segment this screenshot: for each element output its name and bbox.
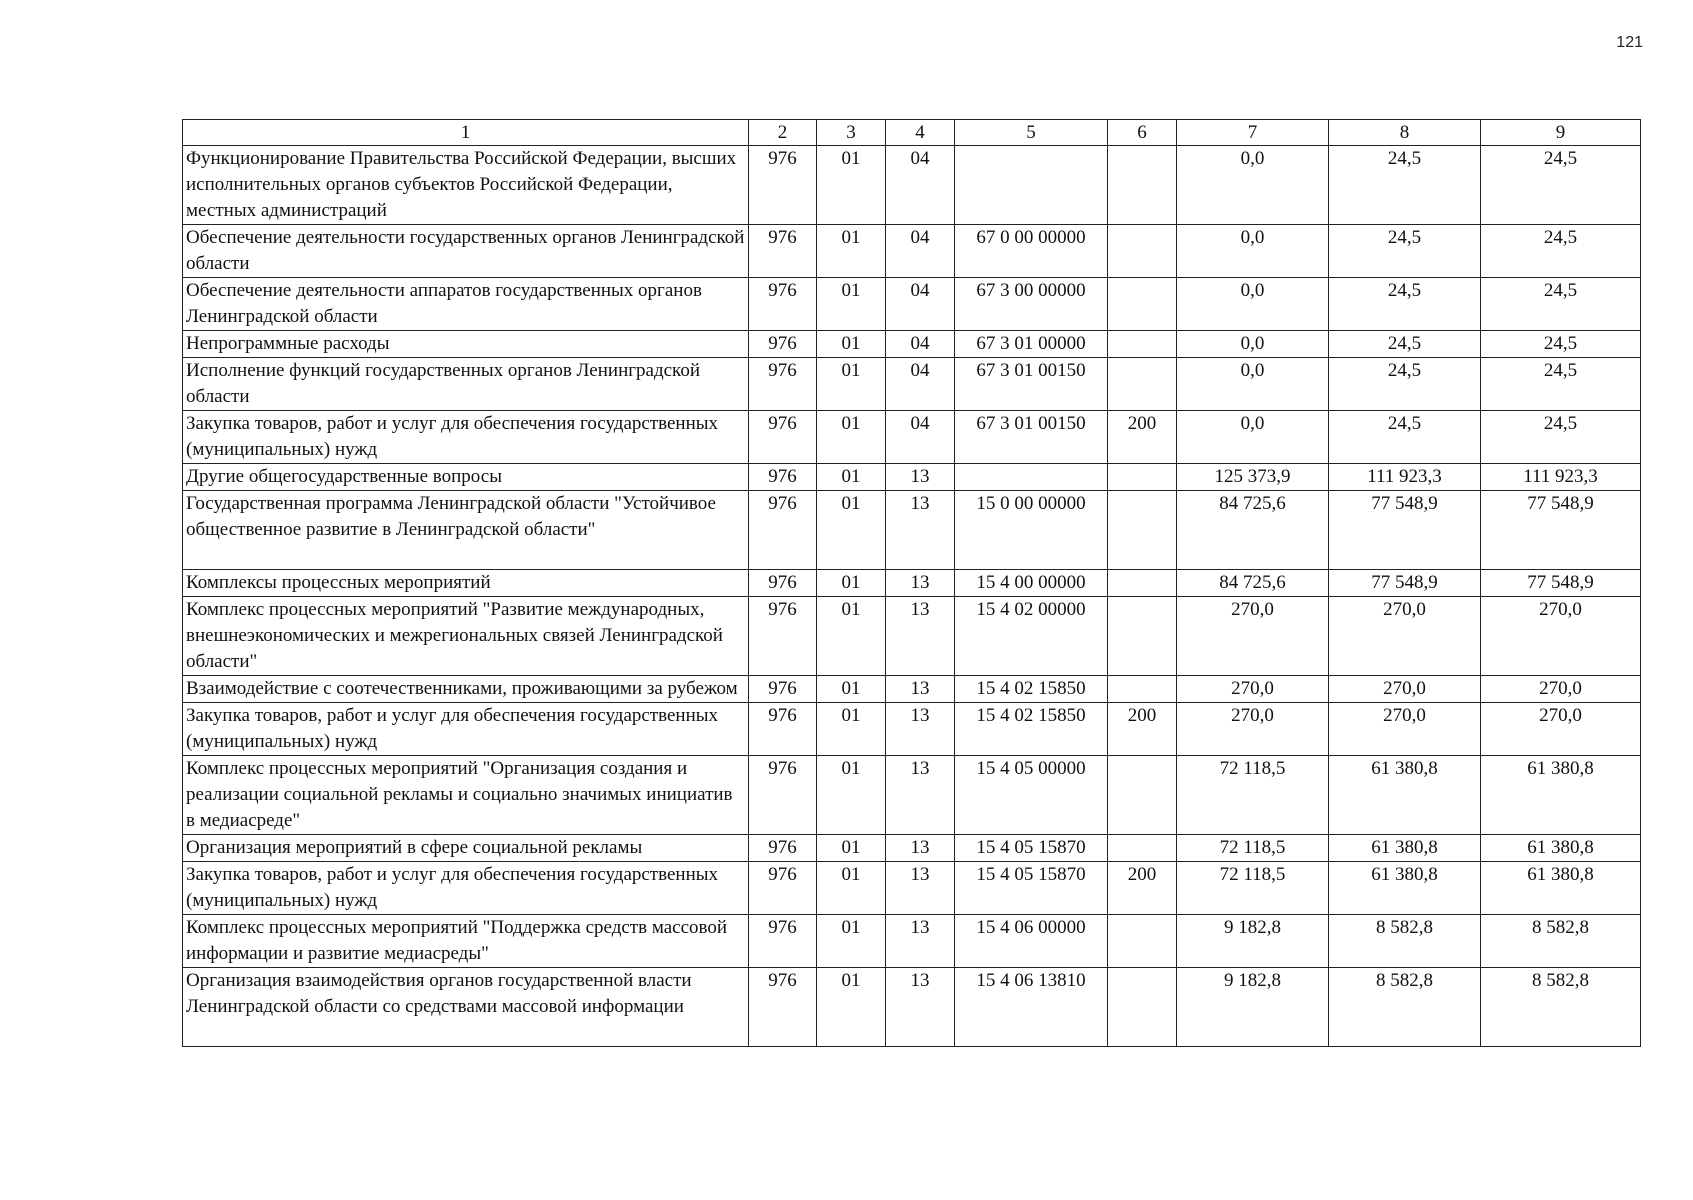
- cell-section: 01: [817, 358, 886, 411]
- cell-subsection: 13: [886, 835, 955, 862]
- cell-amount-col9: 8 582,8: [1481, 915, 1641, 968]
- table-row: [183, 862, 1641, 915]
- cell-section: 01: [817, 278, 886, 331]
- cell-amount-col9: 24,5: [1481, 331, 1641, 358]
- cell-subsection: 13: [886, 491, 955, 570]
- cell-amount-col9: 270,0: [1481, 703, 1641, 756]
- cell-subsection: 13: [886, 464, 955, 491]
- cell-admin-code: 976: [749, 358, 817, 411]
- cell-name: Другие общегосударственные вопросы: [183, 464, 749, 491]
- cell-amount-col8: 270,0: [1329, 676, 1481, 703]
- cell-name: Комплексы процессных мероприятий: [183, 570, 749, 597]
- cell-subsection: 13: [886, 676, 955, 703]
- cell-amount-col9: 24,5: [1481, 146, 1641, 225]
- cell-admin-code: 976: [749, 411, 817, 464]
- cell-amount-col9: 24,5: [1481, 358, 1641, 411]
- cell-subsection: 04: [886, 358, 955, 411]
- cell-target-article: 15 4 05 15870: [955, 835, 1108, 862]
- cell-name: Закупка товаров, работ и услуг для обеспечения государственных (муниципальных) нужд: [183, 862, 749, 915]
- cell-subsection: 13: [886, 968, 955, 1047]
- cell-subsection: 13: [886, 703, 955, 756]
- cell-admin-code: 976: [749, 597, 817, 676]
- cell-section: 01: [817, 676, 886, 703]
- cell-subsection: 13: [886, 597, 955, 676]
- cell-admin-code: 976: [749, 968, 817, 1047]
- cell-name: Исполнение функций государственных органов Ленинградской области: [183, 358, 749, 411]
- cell-expense-type: 200: [1108, 703, 1177, 756]
- cell-name: Непрограммные расходы: [183, 331, 749, 358]
- cell-admin-code: 976: [749, 464, 817, 491]
- cell-subsection: 13: [886, 915, 955, 968]
- cell-section: 01: [817, 464, 886, 491]
- cell-target-article: 67 3 01 00000: [955, 331, 1108, 358]
- cell-amount-col7: 270,0: [1177, 597, 1329, 676]
- table-row: [183, 358, 1641, 411]
- cell-amount-col8: 24,5: [1329, 358, 1481, 411]
- cell-amount-col9: 270,0: [1481, 597, 1641, 676]
- cell-amount-col7: 72 118,5: [1177, 835, 1329, 862]
- cell-section: 01: [817, 968, 886, 1047]
- cell-amount-col8: 24,5: [1329, 225, 1481, 278]
- cell-amount-col9: 77 548,9: [1481, 491, 1641, 570]
- cell-section: 01: [817, 225, 886, 278]
- cell-target-article: 15 4 02 15850: [955, 703, 1108, 756]
- cell-amount-col8: 24,5: [1329, 411, 1481, 464]
- cell-section: 01: [817, 862, 886, 915]
- table-row: [183, 835, 1641, 862]
- cell-admin-code: 976: [749, 676, 817, 703]
- cell-amount-col7: 0,0: [1177, 358, 1329, 411]
- cell-subsection: 13: [886, 756, 955, 835]
- cell-amount-col7: 9 182,8: [1177, 968, 1329, 1047]
- cell-name: Закупка товаров, работ и услуг для обеспечения государственных (муниципальных) нужд: [183, 411, 749, 464]
- cell-subsection: 04: [886, 331, 955, 358]
- cell-admin-code: 976: [749, 570, 817, 597]
- cell-amount-col7: 84 725,6: [1177, 570, 1329, 597]
- cell-section: 01: [817, 491, 886, 570]
- cell-expense-type: [1108, 756, 1177, 835]
- cell-amount-col8: 77 548,9: [1329, 491, 1481, 570]
- cell-amount-col7: 84 725,6: [1177, 491, 1329, 570]
- cell-subsection: 04: [886, 411, 955, 464]
- cell-section: 01: [817, 835, 886, 862]
- cell-expense-type: [1108, 225, 1177, 278]
- cell-target-article: 67 3 01 00150: [955, 411, 1108, 464]
- cell-amount-col9: 24,5: [1481, 411, 1641, 464]
- cell-name: Организация мероприятий в сфере социальной рекламы: [183, 835, 749, 862]
- cell-target-article: 15 4 05 15870: [955, 862, 1108, 915]
- cell-amount-col8: 24,5: [1329, 278, 1481, 331]
- cell-admin-code: 976: [749, 491, 817, 570]
- cell-name: Обеспечение деятельности аппаратов государственных органов Ленинградской области: [183, 278, 749, 331]
- cell-amount-col9: 24,5: [1481, 278, 1641, 331]
- cell-subsection: 13: [886, 862, 955, 915]
- table-row: [183, 756, 1641, 835]
- cell-section: 01: [817, 331, 886, 358]
- cell-subsection: 13: [886, 570, 955, 597]
- cell-expense-type: [1108, 491, 1177, 570]
- cell-amount-col8: 8 582,8: [1329, 915, 1481, 968]
- cell-target-article: 15 0 00 00000: [955, 491, 1108, 570]
- cell-amount-col7: 9 182,8: [1177, 915, 1329, 968]
- cell-expense-type: [1108, 331, 1177, 358]
- cell-expense-type: [1108, 597, 1177, 676]
- cell-section: 01: [817, 146, 886, 225]
- cell-section: 01: [817, 756, 886, 835]
- header-cell: 7: [1177, 120, 1329, 146]
- cell-name: Государственная программа Ленинградской области "Устойчивое общественное развитие в Ленинградской области": [183, 491, 749, 570]
- cell-expense-type: [1108, 146, 1177, 225]
- cell-target-article: [955, 464, 1108, 491]
- cell-amount-col8: 270,0: [1329, 597, 1481, 676]
- cell-admin-code: 976: [749, 862, 817, 915]
- cell-target-article: 15 4 06 13810: [955, 968, 1108, 1047]
- cell-amount-col8: 270,0: [1329, 703, 1481, 756]
- cell-amount-col8: 61 380,8: [1329, 862, 1481, 915]
- cell-admin-code: 976: [749, 225, 817, 278]
- cell-amount-col8: 111 923,3: [1329, 464, 1481, 491]
- cell-target-article: 15 4 05 00000: [955, 756, 1108, 835]
- table-row: [183, 597, 1641, 676]
- cell-amount-col7: 0,0: [1177, 411, 1329, 464]
- header-cell: 9: [1481, 120, 1641, 146]
- table-row: [183, 915, 1641, 968]
- cell-amount-col8: 24,5: [1329, 331, 1481, 358]
- table-row: [183, 703, 1641, 756]
- cell-amount-col9: 61 380,8: [1481, 756, 1641, 835]
- header-cell: 5: [955, 120, 1108, 146]
- cell-amount-col9: 61 380,8: [1481, 862, 1641, 915]
- cell-amount-col8: 24,5: [1329, 146, 1481, 225]
- cell-section: 01: [817, 703, 886, 756]
- cell-target-article: 15 4 02 15850: [955, 676, 1108, 703]
- cell-amount-col9: 8 582,8: [1481, 968, 1641, 1047]
- cell-expense-type: 200: [1108, 862, 1177, 915]
- cell-amount-col7: 270,0: [1177, 703, 1329, 756]
- page-number: 121: [1616, 34, 1643, 51]
- table-row: [183, 464, 1641, 491]
- table-row: [183, 676, 1641, 703]
- cell-section: 01: [817, 411, 886, 464]
- cell-expense-type: 200: [1108, 411, 1177, 464]
- header-cell: 2: [749, 120, 817, 146]
- cell-amount-col7: 0,0: [1177, 146, 1329, 225]
- cell-expense-type: [1108, 835, 1177, 862]
- cell-amount-col7: 72 118,5: [1177, 862, 1329, 915]
- table-row: [183, 570, 1641, 597]
- cell-section: 01: [817, 597, 886, 676]
- cell-target-article: 15 4 00 00000: [955, 570, 1108, 597]
- cell-amount-col7: 270,0: [1177, 676, 1329, 703]
- header-cell: 3: [817, 120, 886, 146]
- cell-target-article: 15 4 02 00000: [955, 597, 1108, 676]
- cell-expense-type: [1108, 464, 1177, 491]
- cell-name: Обеспечение деятельности государственных органов Ленинградской области: [183, 225, 749, 278]
- cell-expense-type: [1108, 358, 1177, 411]
- cell-amount-col8: 61 380,8: [1329, 835, 1481, 862]
- header-cell: 1: [183, 120, 749, 146]
- cell-name: Комплекс процессных мероприятий "Развитие международных, внешнеэкономических и межрегиональных связей Ленинградской области": [183, 597, 749, 676]
- cell-target-article: 67 0 00 00000: [955, 225, 1108, 278]
- cell-expense-type: [1108, 968, 1177, 1047]
- cell-expense-type: [1108, 570, 1177, 597]
- cell-expense-type: [1108, 915, 1177, 968]
- table-row: [183, 968, 1641, 1047]
- cell-subsection: 04: [886, 278, 955, 331]
- cell-admin-code: 976: [749, 146, 817, 225]
- cell-admin-code: 976: [749, 915, 817, 968]
- cell-admin-code: 976: [749, 703, 817, 756]
- cell-amount-col9: 24,5: [1481, 225, 1641, 278]
- cell-expense-type: [1108, 676, 1177, 703]
- cell-name: Функционирование Правительства Российской Федерации, высших исполнительных органов субъектов Российской Федерации, местных администраций: [183, 146, 749, 225]
- cell-name: Организация взаимодействия органов государственной власти Ленинградской области со средствами массовой информации: [183, 968, 749, 1047]
- cell-subsection: 04: [886, 225, 955, 278]
- cell-section: 01: [817, 915, 886, 968]
- cell-expense-type: [1108, 278, 1177, 331]
- cell-name: Комплекс процессных мероприятий "Поддержка средств массовой информации и развитие медиасреды": [183, 915, 749, 968]
- cell-amount-col9: 111 923,3: [1481, 464, 1641, 491]
- cell-amount-col7: 125 373,9: [1177, 464, 1329, 491]
- cell-amount-col8: 8 582,8: [1329, 968, 1481, 1047]
- cell-target-article: [955, 146, 1108, 225]
- table-row: [183, 491, 1641, 570]
- budget-table: [182, 119, 1641, 1047]
- cell-amount-col9: 77 548,9: [1481, 570, 1641, 597]
- cell-amount-col7: 0,0: [1177, 278, 1329, 331]
- table-row: [183, 411, 1641, 464]
- cell-name: Комплекс процессных мероприятий "Организация создания и реализации социальной рекламы и социально значимых инициатив в медиасреде": [183, 756, 749, 835]
- cell-target-article: 67 3 00 00000: [955, 278, 1108, 331]
- header-cell: 6: [1108, 120, 1177, 146]
- header-cell: 8: [1329, 120, 1481, 146]
- cell-amount-col7: 0,0: [1177, 225, 1329, 278]
- cell-admin-code: 976: [749, 835, 817, 862]
- cell-amount-col9: 270,0: [1481, 676, 1641, 703]
- table-row: [183, 146, 1641, 225]
- cell-name: Взаимодействие с соотечественниками, проживающими за рубежом: [183, 676, 749, 703]
- cell-subsection: 04: [886, 146, 955, 225]
- cell-target-article: 15 4 06 00000: [955, 915, 1108, 968]
- cell-section: 01: [817, 570, 886, 597]
- header-cell: 4: [886, 120, 955, 146]
- cell-amount-col7: 72 118,5: [1177, 756, 1329, 835]
- cell-amount-col8: 61 380,8: [1329, 756, 1481, 835]
- header-row: [183, 120, 1641, 146]
- table-row: [183, 278, 1641, 331]
- cell-amount-col8: 77 548,9: [1329, 570, 1481, 597]
- table-row: [183, 331, 1641, 358]
- cell-name: Закупка товаров, работ и услуг для обеспечения государственных (муниципальных) нужд: [183, 703, 749, 756]
- cell-amount-col9: 61 380,8: [1481, 835, 1641, 862]
- table-row: [183, 225, 1641, 278]
- cell-admin-code: 976: [749, 331, 817, 358]
- cell-target-article: 67 3 01 00150: [955, 358, 1108, 411]
- table-body: [183, 146, 1641, 1047]
- cell-admin-code: 976: [749, 278, 817, 331]
- cell-amount-col7: 0,0: [1177, 331, 1329, 358]
- cell-admin-code: 976: [749, 756, 817, 835]
